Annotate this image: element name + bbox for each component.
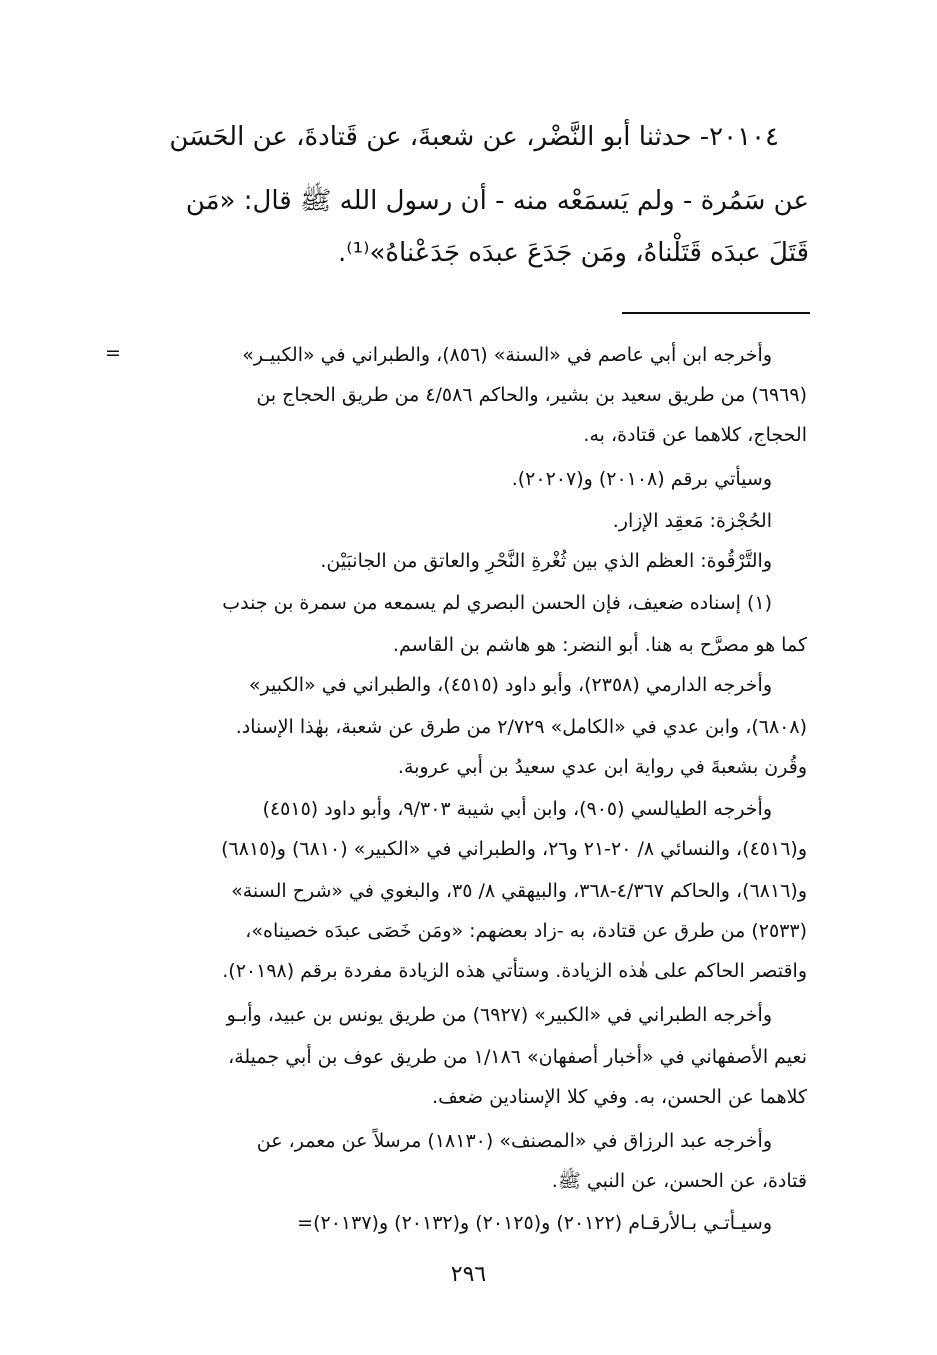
footnote-line: وسيأتي برقم (٢٠١٠٨) و(٢٠٢٠٧).	[511, 468, 772, 490]
footnote-line: الحُجْزة: مَعقِد الإزار.	[612, 510, 772, 532]
footnote-line: واقتصر الحاكم على هٰذه الزيادة. وستأتي هذه الزيادة مفردة برقم (٢٠١٩٨).	[222, 960, 807, 982]
footnote-line: وأخرجه عبد الرزاق في «المصنف» (١٨١٣٠) مرسلاً عن معمر، عن	[256, 1130, 772, 1152]
hadith-line-1: ٢٠١٠٤- حدثنا أبو النَّضْر، عن شعبةَ، عن قَتادةَ، عن الحَسَن	[169, 122, 779, 152]
footnote-line: (٦٨٠٨)، وابن عدي في «الكامل» ٢/٧٢٩ من طرق عن شعبة، بهٰذا الإسناد.	[235, 716, 807, 738]
footnote-line: (٦٩٦٩) من طريق سعيد بن بشير، والحاكم ٤/٥٨٦ من طريق الحجاج بن	[256, 384, 807, 406]
footnote-line: كما هو مصرَّح به هنا. أبو النضر: هو هاشم بن القاسم.	[392, 634, 807, 656]
footnote-line: والتَّرْقُوة: العظم الذي بين ثُغْرةِ النَّحْرِ والعاتق من الجانبَيْن.	[320, 550, 772, 572]
footnote-line: (٢٥٣٣) من طرق عن قتادة، به -زاد بعضهم: «ومَن خَصَى عبدَه خصيناه»،	[245, 920, 807, 942]
footnote-line: وأخرجه الطبراني في «الكبير» (٦٩٢٧) من طريق يونس بن عبيد، وأبـو	[226, 1004, 772, 1026]
footnote-separator	[622, 312, 810, 314]
footnote-line: الحجاج، كلاهما عن قتادة، به.	[583, 424, 807, 446]
footnote-line: وأخرجه الطيالسي (٩٠٥)، وابن أبي شيبة ٩/٣٠٣، وأبو داود (٤٥١٥)	[262, 798, 772, 820]
hadith-line-2: عن سَمُرة - ولم يَسمَعْه منه - أن رسول الله ﷺ قال: «مَن	[185, 186, 809, 216]
hadith-line-3: قَتَلَ عبدَه قَتَلْناهُ، ومَن جَدَعَ عبدَه جَدَعْناهُ»⁽¹⁾.	[338, 238, 809, 268]
footnote-line: وسيـأتـي بـالأرقـام (٢٠١٢٢) و(٢٠١٢٥) و(٢٠١٣٢) و(٢٠١٣٧)=	[297, 1212, 772, 1234]
footnote-line: وأخرجه الدارمي (٢٣٥٨)، وأبو داود (٤٥١٥)، والطبراني في «الكبير»	[248, 674, 772, 696]
continuation-marker: =	[105, 342, 121, 364]
footnote-line: و(٤٥١٦)، والنسائي ٨/ ٢٠-٢١ و٢٦، والطبراني في «الكبير» (٦٨١٠) و(٦٨١٥)	[221, 838, 807, 860]
footnote-line: وأخرجه ابن أبي عاصم في «السنة» (٨٥٦)، والطبراني في «الكبيـر»	[242, 344, 772, 366]
footnote-line: قتادة، عن الحسن، عن النبي ﷺ.	[551, 1170, 807, 1192]
footnote-line: (١) إسناده ضعيف، فإن الحسن البصري لم يسمعه من سمرة بن جندب	[222, 592, 772, 614]
footnote-line: و(٦٨١٦)، والحاكم ٤/٣٦٧-٣٦٨، والبيهقي ٨/ ٣٥، والبغوي في «شرح السنة»	[231, 880, 807, 902]
page-number: ٢٩٦	[450, 1262, 487, 1287]
footnote-line: كلاهما عن الحسن، به. وفي كلا الإسنادين ضعف.	[432, 1086, 807, 1108]
footnote-line: نعيم الأصفهاني في «أخبار أصفهان» ١/١٨٦ من طريق عوف بن أبي جميلة،	[228, 1046, 807, 1068]
footnote-line: وقُرن بشعبةَ في رواية ابن عدي سعيدُ بن أبي عروبة.	[397, 756, 807, 778]
